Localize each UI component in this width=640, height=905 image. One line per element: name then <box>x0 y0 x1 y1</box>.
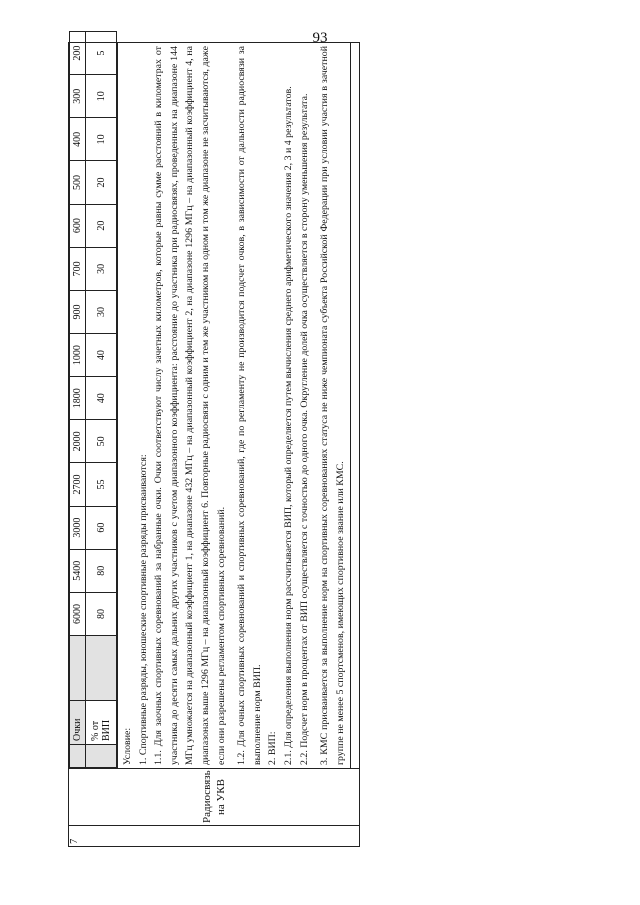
percent-cell: 10 <box>86 75 117 118</box>
condition-paragraph: 3. КМС присваивается за выполнение норм на спортивных соревнованиях статуса не ниже чемпионата субъекта Российской Федерации при условии участия в зачетной группе не менее 5 спортсменов, имеющих спортивное звание или КМС. <box>319 46 346 765</box>
points-cell: 2700 <box>70 463 86 506</box>
percent-cell: 60 <box>86 506 117 549</box>
percent-cell: 40 <box>86 334 117 377</box>
points-cell: 900 <box>70 290 86 333</box>
percent-cell: 5 <box>86 32 117 75</box>
percent-row <box>86 32 117 768</box>
percent-cell: 50 <box>86 420 117 463</box>
table-bottom-spacer <box>351 43 360 769</box>
points-cell: 700 <box>70 247 86 290</box>
norms-table <box>68 42 360 847</box>
percent-cell: 80 <box>86 549 117 592</box>
points-label: Очки <box>70 701 86 745</box>
page-number: 93 <box>312 30 328 46</box>
points-table <box>69 31 117 768</box>
condition-paragraph: 2.1. Для определения выполнения норм рассчитывается ВИП, который определяется путем вычисления среднего арифметического значения 2, 3 и 4 результатов. <box>282 86 294 765</box>
condition-paragraph: 1.1. Для заочных спортивных соревнований за набранные очки. Очки соответствуют числу зачетных километров, которые равны сумме расстояний в километрах от участника до десяти самых дальних других участников с учетом диапазонного коэффициента: расстояние до участника при радиосвязях, проведенных на диапазоне 144 МГц умножается на диапазонный коэффициент 1, на диапазоне 432 МГц – на диапазонный коэффициент 2, на диапазоне 1296 МГц – на диапазонный коэффициент 4, на диапазонах выше 1296 МГц – на диапазонный коэффициент 6. Повторные радиосвязи с одним и тем же участником на одном и том же диапазоне не засчитываются, даже если они разрешены регламентом спортивных соревнований. <box>153 46 227 765</box>
percent-cell: 55 <box>86 463 117 506</box>
percent-cell: 20 <box>86 204 117 247</box>
points-cell: 1000 <box>70 334 86 377</box>
percent-cell: 40 <box>86 377 117 420</box>
conditions-heading: Условие: <box>122 727 133 765</box>
rotated-table-page <box>68 42 593 847</box>
conditions-cell <box>118 43 351 769</box>
condition-paragraph: 1.2. Для очных спортивных соревнований и спортивных соревнований, где по регламенту не производится подсчет очков, в зависимости от дальности радиосвязи за выполнение норм ВИП. <box>236 46 263 765</box>
condition-paragraph: 1. Спортивные разряды, юношеские спортивные разряды присваиваются: <box>137 454 149 765</box>
percent-label: % от ВИП <box>86 701 117 745</box>
points-cell: 6000 <box>70 592 86 635</box>
points-cell: 5400 <box>70 549 86 592</box>
percent-cell: 30 <box>86 290 117 333</box>
percent-cell: 30 <box>86 247 117 290</box>
points-cell: 200 <box>70 32 86 75</box>
points-row <box>70 32 86 768</box>
row-number: 7 <box>69 826 360 847</box>
percent-cell: 10 <box>86 118 117 161</box>
points-cell: 1800 <box>70 377 86 420</box>
percent-cell: 80 <box>86 592 117 635</box>
discipline-name: Радиосвязь на УКВ <box>69 769 360 826</box>
condition-paragraph: 2. ВИП: <box>267 731 279 765</box>
points-cell: 2000 <box>70 420 86 463</box>
percent-cell: 20 <box>86 161 117 204</box>
points-table-cell <box>69 43 118 769</box>
points-cell: 500 <box>70 161 86 204</box>
points-cell: 600 <box>70 204 86 247</box>
points-cell: 400 <box>70 118 86 161</box>
condition-paragraph: 2.2. Подсчет норм в процентах от ВИП осуществляется с точностью до одного очка. Округление долей очка осуществляется в сторону уменьшения результата. <box>298 93 310 765</box>
points-cell: 3000 <box>70 506 86 549</box>
points-cell: 300 <box>70 75 86 118</box>
